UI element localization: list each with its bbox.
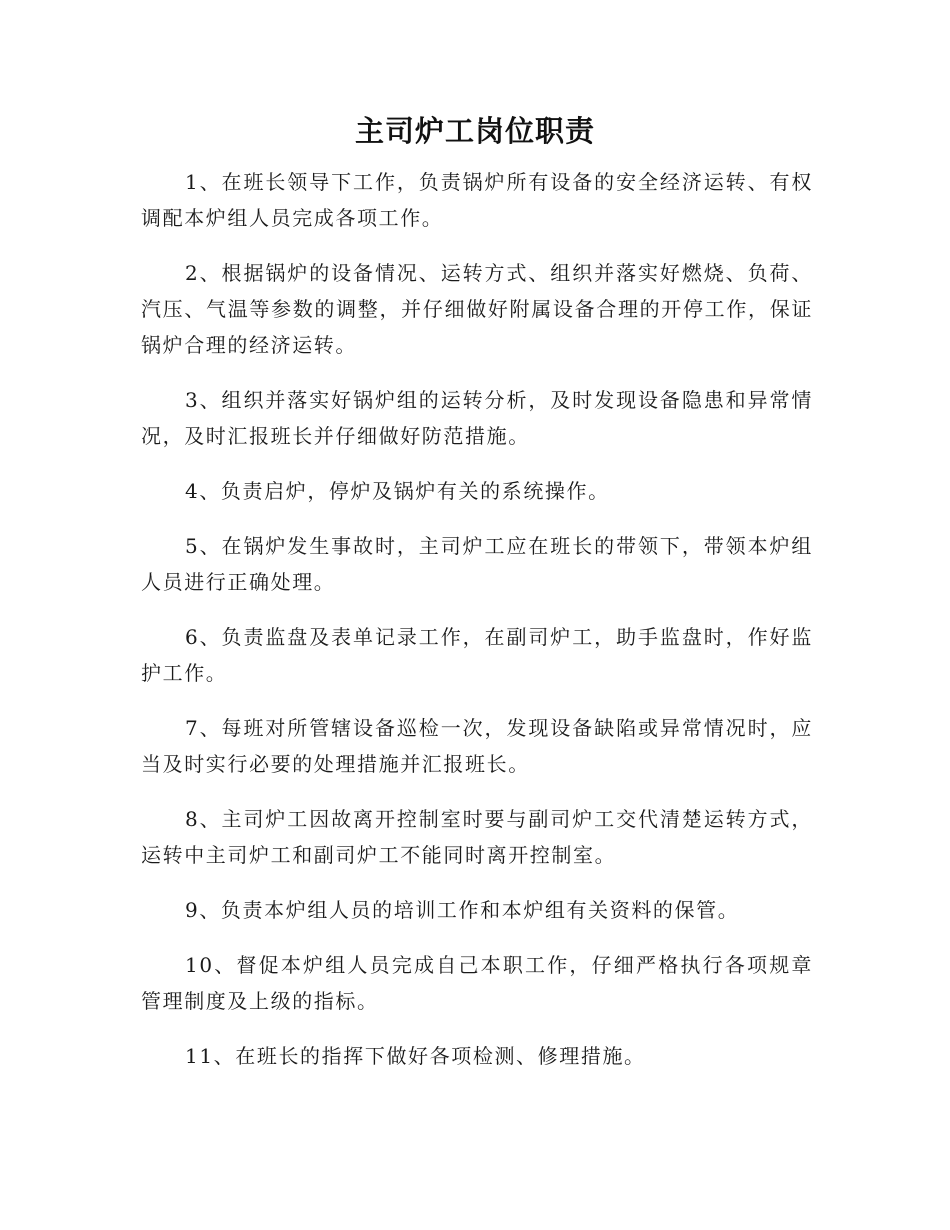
paragraph-9: 9、负责本炉组人员的培训工作和本炉组有关资料的保管。 xyxy=(185,898,740,922)
paragraph-3: 3、组织并落实好锅炉组的运转分析，及时发现设备隐患和异常情况，及时汇报班长并仔细做好防范措施。 xyxy=(141,388,813,448)
paragraph-6: 6、负责监盘及表单记录工作，在副司炉工，助手监盘时，作好监护工作。 xyxy=(141,625,813,685)
paragraph-1: 1、在班长领导下工作，负责锅炉所有设备的安全经济运转、有权调配本炉组人员完成各项工作。 xyxy=(141,170,813,230)
paragraph-2: 2、根据锅炉的设备情况、运转方式、组织并落实好燃烧、负荷、汽压、气温等参数的调整，并仔细做好附属设备合理的开停工作，保证锅炉合理的经济运转。 xyxy=(141,261,813,357)
document-title: 主司炉工岗位职责 xyxy=(354,114,595,148)
paragraph-5: 5、在锅炉发生事故时，主司炉工应在班长的带领下，带领本炉组人员进行正确处理。 xyxy=(141,534,813,594)
paragraph-10: 10、督促本炉组人员完成自己本职工作，仔细严格执行各项规章管理制度及上级的指标。 xyxy=(141,953,813,1013)
paragraph-4: 4、负责启炉，停炉及锅炉有关的系统操作。 xyxy=(185,479,610,503)
document-body xyxy=(141,164,813,1093)
paragraph-11: 11、在班长的指挥下做好各项检测、修理措施。 xyxy=(185,1044,646,1068)
paragraph-8: 8、主司炉工因故离开控制室时要与副司炉工交代清楚运转方式，运转中主司炉工和副司炉工不能同时离开控制室。 xyxy=(141,807,813,867)
paragraph-7: 7、每班对所管辖设备巡检一次，发现设备缺陷或异常情况时，应当及时实行必要的处理措施并汇报班长。 xyxy=(141,716,813,776)
